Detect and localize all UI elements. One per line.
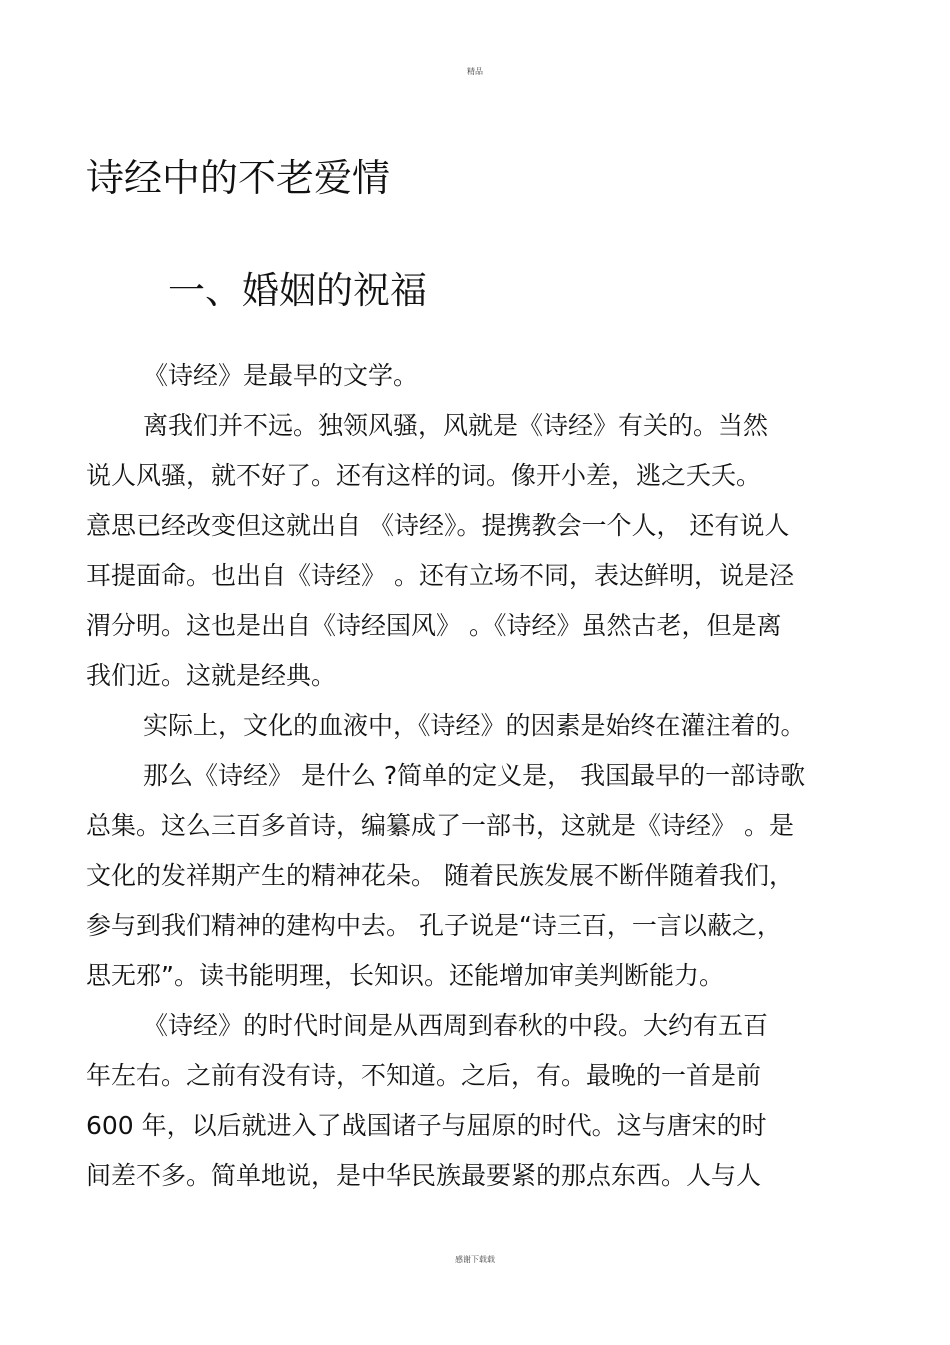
body-line-9: 那么《诗经》 是什么 ?简单的定义是， 我国最早的一部诗歌 <box>143 761 806 790</box>
body-line-12: 参与到我们精神的建构中去。 孔子说是“诗三百，一言以蔽之， <box>86 911 782 940</box>
body-line-3: 说人风骚，就不好了。还有这样的词。像开小差，逃之夭夭。 <box>86 461 762 490</box>
body-line-4: 意思已经改变但这就出自 《诗经》。提携教会一个人， 还有说人 <box>86 511 790 540</box>
body-line-6: 渭分明。这也是出自《诗经国风》 。《诗经》虽然古老，但是离 <box>86 611 782 640</box>
body-line-10: 总集。这么三百多首诗，编纂成了一部书，这就是《诗经》 。是 <box>86 811 794 840</box>
body-line-1: 《诗经》是最早的文学。 <box>143 361 419 390</box>
body-line-14: 《诗经》的时代时间是从西周到春秋的中段。大约有五百 <box>143 1011 769 1040</box>
body-line-15: 年左右。之前有没有诗，不知道。之后，有。最晚的一首是前 <box>86 1061 762 1090</box>
section-title: 一、婚姻的祝福 <box>168 269 427 312</box>
body-line-7: 我们近。这就是经典。 <box>86 661 337 690</box>
body-line-13: 思无邪”。读书能明理，长知识。还能增加审美判断能力。 <box>86 961 724 990</box>
document-title: 诗经中的不老爱情 <box>86 156 391 200</box>
body-line-2: 离我们并不远。独领风骚，风就是《诗经》有关的。当然 <box>143 411 769 440</box>
body-line-11: 文化的发祥期产生的精神花朵。 随着民族发展不断伴随着我们， <box>86 861 794 890</box>
body-line-17: 间差不多。简单地说，是中华民族最要紧的那点东西。人与人 <box>86 1161 762 1190</box>
body-line-16: 600 年，以后就进入了战国诸子与屈原的时代。这与唐宋的时 <box>86 1111 767 1140</box>
body-line-8: 实际上，文化的血液中，《诗经》的因素是始终在灌注着的。 <box>143 711 806 740</box>
header-mark: 精品 <box>467 67 483 76</box>
body-line-5: 耳提面命。也出自《诗经》 。还有立场不同，表达鲜明，说是泾 <box>86 561 794 590</box>
footer-mark: 感谢下载载 <box>455 1255 495 1264</box>
